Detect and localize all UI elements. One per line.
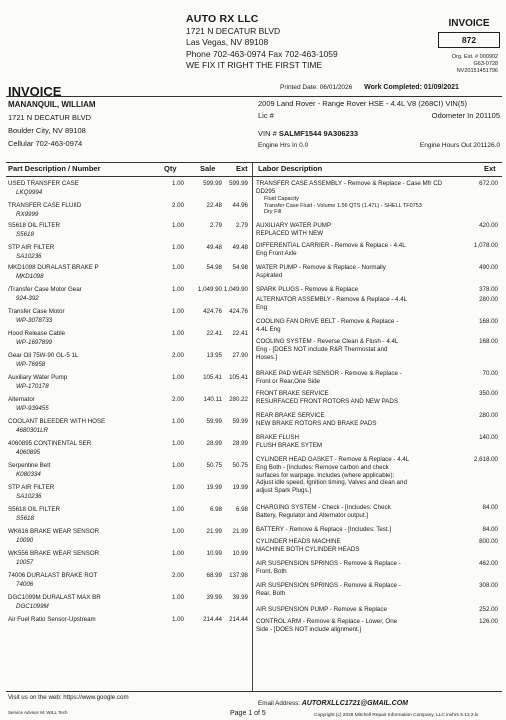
part-number: S5618 [16, 231, 34, 238]
labor-amount: 672.00 [479, 180, 498, 187]
part-qty: 1.00 [171, 374, 184, 381]
labor-description: AIR SUSPENSION SPRINGS - Remove & Replace - Front, Both [256, 560, 401, 575]
part-qty: 1.00 [171, 528, 184, 535]
part-sale: 50.75 [206, 462, 222, 469]
part-ext: 214.44 [229, 616, 248, 623]
part-qty: 2.00 [171, 202, 184, 209]
part-sale: 68.99 [206, 572, 222, 579]
part-description: DGC1099M DURALAST MAX BR [8, 594, 101, 601]
labor-description: BRAKE FLUSH FLUSH BRAKE SYTEM [256, 434, 323, 449]
part-description: TRANSFER CASE FLUIID [8, 202, 82, 209]
labor-amount: 168.00 [479, 338, 498, 345]
part-number: WP-170178 [16, 383, 49, 390]
part-description: S5618 OIL FILTER [8, 222, 60, 229]
part-sale: 13.95 [206, 352, 222, 359]
part-ext: 22.41 [232, 330, 248, 337]
part-sale: 214.44 [203, 616, 222, 623]
website-line: Visit us on the web: https://www.google.com [8, 694, 129, 701]
part-qty: 1.00 [171, 180, 184, 187]
part-description: COOLANT BLEEDER WITH HOSE [8, 418, 106, 425]
shop-address: 1721 N DECATUR BLVD [186, 25, 281, 36]
part-description: Gear Oil 75W-90 GL-5 1L [8, 352, 79, 359]
part-description: Transfer Case Motor [8, 308, 65, 315]
part-description: MKD1098 DURALAST BRAKE P [8, 264, 99, 271]
labor-description: CYLINDER HEADS MACHINE MACHINE BOTH CYLINDER HEADS [256, 538, 360, 553]
part-ext: 137.98 [229, 572, 248, 579]
printed-date: Printed Date: 06/01/2026 [280, 84, 353, 91]
labor-description: ALTERNATOR ASSEMBLY - Remove & Replace - 4.4L Eng [256, 296, 408, 311]
invoice-number: 872 [438, 32, 500, 48]
col-part-desc: Part Description / Number [8, 164, 101, 173]
part-qty: 1.00 [171, 222, 184, 229]
shop-city: Las Vegas, NV 89108 [186, 37, 269, 47]
customer-name: MANANQUIL, WILLIAM [8, 100, 96, 109]
part-qty: 2.00 [171, 396, 184, 403]
part-number: WP-76958 [16, 361, 46, 368]
odometer-in: Odometer In 201105 [431, 111, 500, 120]
part-number: 10057 [16, 559, 34, 566]
part-sale: 1,049.90 [197, 286, 222, 293]
customer-info [8, 98, 96, 150]
labor-description: TRANSFER CASE ASSEMBLY - Remove & Replace - Case Mfr CD DD295 [256, 180, 443, 195]
labor-amount: 490.00 [479, 264, 498, 271]
part-description: 74006 DURALAST BRAKE ROT [8, 572, 98, 579]
part-qty: 1.00 [171, 616, 184, 623]
part-ext: 19.99 [232, 484, 248, 491]
part-number: 74006 [16, 581, 34, 588]
part-qty: 1.00 [171, 440, 184, 447]
column-divider [252, 163, 253, 691]
part-sale: 140.11 [203, 396, 222, 403]
col-labor-ext: Ext [484, 164, 496, 173]
labor-amount: 140.00 [479, 434, 498, 441]
customer-address: 1721 N DECATUR BLVD [8, 113, 92, 122]
part-qty: 2.00 [171, 572, 184, 579]
engine-hours-out: Engine Hours Out 201126.0 [419, 142, 500, 149]
labor-amount: 280.00 [479, 296, 498, 303]
vin-label: VIN # [258, 129, 277, 138]
part-number: WP-939455 [16, 405, 49, 412]
shop-name: AUTO RX LLC [186, 13, 259, 25]
part-ext: 28.99 [232, 440, 248, 447]
labor-amount: 126.00 [479, 618, 498, 625]
labor-amount: 350.00 [479, 390, 498, 397]
part-description: WK556 BRAKE WEAR SENSOR [8, 550, 100, 557]
customer-phone: Cellular 702-463-0974 [8, 139, 83, 148]
table-header-rule [6, 176, 502, 177]
labor-amount: 1,078.00 [473, 242, 498, 249]
part-sale: 59.99 [206, 418, 222, 425]
part-number: DGC1099M [16, 603, 49, 610]
part-sale: 22.48 [206, 202, 222, 209]
part-description: Auxiliary Water Pump [8, 374, 68, 381]
part-ext: 105.41 [229, 374, 248, 381]
part-sale: 49.48 [206, 244, 222, 251]
part-description: /Transfer Case Motor Gear [8, 286, 82, 293]
labor-amount: 378.00 [479, 286, 498, 293]
part-sale: 424.76 [203, 308, 222, 315]
page-title: INVOICE [8, 84, 62, 99]
copyright: Copyright (c) 2026 Mitchell Repair Information Company, LLC invhrs 5.12.2.lv [314, 713, 479, 718]
engine-hours-in: Engine Hrs In 0.0 [258, 142, 309, 149]
part-qty: 2.00 [171, 352, 184, 359]
part-sale: 2.79 [209, 222, 222, 229]
invoice-label: INVOICE [448, 18, 490, 29]
part-description: STP AIR FILTER [8, 484, 55, 491]
org-numbers [452, 54, 498, 75]
part-ext: 10.99 [232, 550, 248, 557]
col-ext: Ext [236, 164, 248, 173]
labor-amount: 252.00 [479, 606, 498, 613]
footer-rule [6, 691, 502, 692]
org-line2: G63-0728 [473, 61, 498, 67]
customer-city: Boulder City, NV 89108 [8, 126, 86, 135]
labor-amount: 280.00 [479, 412, 498, 419]
part-sale: 105.41 [203, 374, 222, 381]
part-qty: 1.00 [171, 308, 184, 315]
labor-description: REAR BRAKE SERVICE NEW BRAKE ROTORS AND BRAKE PADS [256, 412, 377, 427]
labor-amount: 462.00 [479, 560, 498, 567]
part-number: MKD1098 [16, 273, 44, 280]
part-number: LKQ9994 [16, 189, 43, 196]
part-ext: 1,049.90 [223, 286, 248, 293]
part-number: S5618 [16, 515, 34, 522]
part-number: 4680301LR [16, 427, 48, 434]
part-description: USED TRANSFER CASE [8, 180, 79, 187]
labor-amount: 168.00 [479, 318, 498, 325]
org-line1: Org. Est. # 000902 [451, 54, 498, 60]
part-ext: 2.79 [235, 222, 248, 229]
part-ext: 54.98 [232, 264, 248, 271]
part-qty: 1.00 [171, 330, 184, 337]
vehicle-info [258, 98, 500, 152]
part-ext: 424.76 [229, 308, 248, 315]
labor-subdetail: Fluid Capacity Transfer Case Fluid - Volume 1.56 QTS (1.47L) - SHELL TF0753 Dry Fill [264, 196, 422, 215]
service-advisor: Service Advisor M. WILL Tech [8, 710, 68, 715]
labor-description: CONTROL ARM - Remove & Replace - Lower, One Side - [DOES NOT include alignment.] [256, 618, 398, 633]
part-ext: 49.48 [232, 244, 248, 251]
part-qty: 1.00 [171, 244, 184, 251]
part-description: STP AIR FILTER [8, 244, 55, 251]
labor-description: AUXILIARY WATER PUMP REPLACED WITH NEW [256, 222, 332, 237]
table-top-rule [6, 162, 502, 163]
part-number: SA10236 [16, 493, 42, 500]
part-number: RX9999 [16, 211, 39, 218]
part-number: 4060895 [16, 449, 41, 456]
col-qty: Qty [164, 164, 177, 173]
completed-date: Work Completed: 01/09/2021 [364, 84, 459, 91]
part-sale: 6.98 [209, 506, 222, 513]
labor-description: BATTERY - Remove & Replace - [Includes: Test.] [256, 526, 392, 533]
labor-description: COOLING SYSTEM - Reverse Clean & Flush - 4.4L Eng - [DOES NOT include R&R Thermostat and Hoses.] [256, 338, 399, 361]
part-description: WK616 BRAKE WEAR SENSOR [8, 528, 100, 535]
part-qty: 1.00 [171, 594, 184, 601]
labor-description: AIR SUSPENSION SPRINGS - Remove & Replace - Rear, Both [256, 582, 401, 597]
part-sale: 21.99 [206, 528, 222, 535]
col-sale: Sale [200, 164, 216, 173]
labor-description: BRAKE PAD WEAR SENSOR - Remove & Replace - Front or Rear,One Side [256, 370, 402, 385]
labor-description: CHARGING SYSTEM - Check - [Includes: Check Battery, Regulator and Alternator output.] [256, 504, 391, 519]
col-labor-desc: Labor Description [258, 164, 323, 173]
part-description: 4060895 CONTINENTAL SER [8, 440, 92, 447]
header-divider [6, 96, 502, 97]
part-description: S5618 OIL FILTER [8, 506, 60, 513]
part-number: WP-1697899 [16, 339, 53, 346]
org-line3: NV20151451796 [456, 68, 498, 74]
part-sale: 19.99 [206, 484, 222, 491]
part-sale: 39.99 [206, 594, 222, 601]
part-qty: 1.00 [171, 550, 184, 557]
vin-value: SALMF1544 9A306233 [278, 129, 359, 138]
part-ext: 44.96 [232, 202, 248, 209]
part-qty: 1.00 [171, 506, 184, 513]
page-number: Page 1 of 5 [230, 710, 266, 717]
part-ext: 59.99 [232, 418, 248, 425]
part-number: 924-392 [16, 295, 39, 302]
labor-description: SPARK PLUGS - Remove & Replace [256, 286, 359, 293]
part-sale: 599.99 [203, 180, 222, 187]
labor-amount: 84.00 [482, 504, 498, 511]
vehicle-desc: 2009 Land Rover - Range Rover HSE - 4.4L V8 (268CI) VIN(5) [258, 99, 467, 108]
labor-amount: 70.00 [482, 370, 498, 377]
license-label: Lic # [258, 111, 274, 120]
part-ext: 50.75 [232, 462, 248, 469]
labor-description: AIR SUSPENSION PUMP - Remove & Replace [256, 606, 387, 613]
labor-description: FRONT BRAKE SERVICE RESURFACED FRONT ROTORS AND NEW PADS [256, 390, 398, 405]
part-description: Serpentine Belt [8, 462, 51, 469]
part-ext: 280.22 [229, 396, 248, 403]
part-number: 10090 [16, 537, 34, 544]
labor-amount: 308.00 [479, 582, 498, 589]
labor-description: DIFFERENTIAL CARRIER - Remove & Replace - 4.4L Eng Front Axle [256, 242, 406, 257]
invoice-number-box [438, 18, 500, 48]
part-qty: 1.00 [171, 484, 184, 491]
labor-description: COOLING FAN DRIVE BELT - Remove & Replace - 4.4L Eng [256, 318, 399, 333]
part-qty: 1.00 [171, 418, 184, 425]
part-sale: 28.99 [206, 440, 222, 447]
part-qty: 1.00 [171, 462, 184, 469]
part-number: SA10236 [16, 253, 42, 260]
shop-header [186, 14, 338, 72]
part-number: K080334 [16, 471, 41, 478]
labor-amount: 800.00 [479, 538, 498, 545]
part-sale: 54.98 [206, 264, 222, 271]
part-ext: 6.98 [235, 506, 248, 513]
labor-amount: 84.00 [482, 526, 498, 533]
part-description: Alternator [8, 396, 35, 403]
part-number: WP-3078733 [16, 317, 53, 324]
part-description: Hood Release Cable [8, 330, 66, 337]
part-sale: 22.41 [206, 330, 222, 337]
email-label: Email Address: [258, 700, 300, 707]
part-ext: 599.99 [229, 180, 248, 187]
part-qty: 1.00 [171, 286, 184, 293]
part-ext: 39.99 [232, 594, 248, 601]
part-ext: 21.99 [232, 528, 248, 535]
shop-slogan: WE FIX IT RIGHT THE FIRST TIME [186, 60, 323, 70]
part-sale: 10.99 [206, 550, 222, 557]
shop-phone-fax: Phone 702-463-0974 Fax 702-463-1059 [186, 48, 338, 59]
part-description: Air Fuel Ratio Sensor-Upstream [8, 616, 96, 623]
invoice-dates [280, 84, 459, 91]
part-ext: 27.90 [232, 352, 248, 359]
labor-description: CYLINDER HEAD GASKET - Remove & Replace - 4.4L Eng Both - [Includes: Remove carbon and check surfaces for warpage. Includes (where applicable): Adjust idle speed, Ignition timing, Valves and clean and adjust Spark Plugs.] [256, 456, 410, 495]
email-address: AUTORXLLC1721@GMAIL.COM [301, 700, 409, 707]
labor-description: WATER PUMP - Remove & Replace - Normally Aspirated [256, 264, 386, 279]
email-line [258, 700, 408, 707]
labor-amount: 2,618.00 [473, 456, 498, 463]
labor-amount: 420.00 [479, 222, 498, 229]
part-qty: 1.00 [171, 264, 184, 271]
